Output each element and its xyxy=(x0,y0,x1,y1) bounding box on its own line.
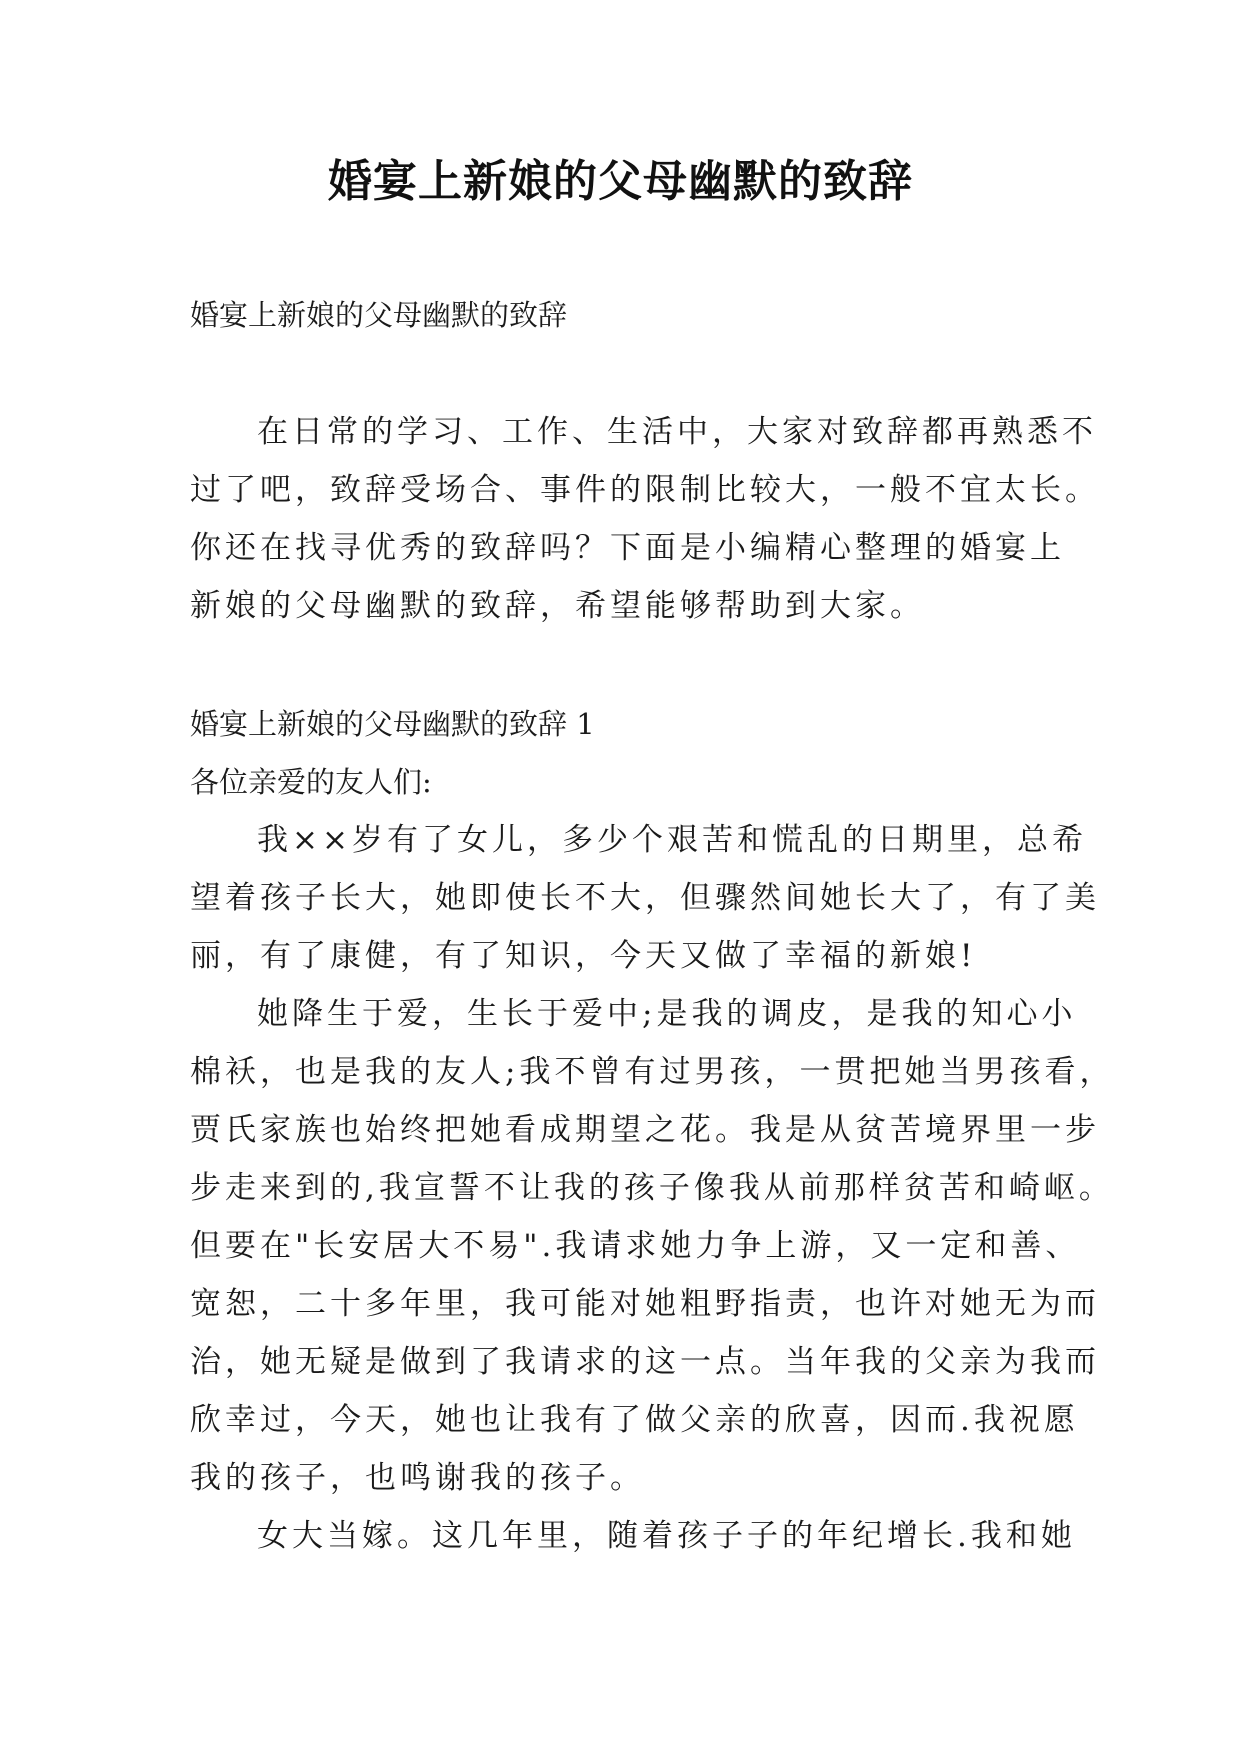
body-line: 棉袄，也是我的友人;我不曾有过男孩，一贯把她当男孩看， xyxy=(190,1054,1115,1090)
document-subtitle: 婚宴上新娘的父母幽默的致辞 xyxy=(190,298,568,332)
intro-line: 在日常的学习、工作、生活中，大家对致辞都再熟悉不 xyxy=(257,414,1097,450)
body-line: 丽，有了康健，有了知识，今天又做了幸福的新娘! xyxy=(190,938,977,974)
document-title: 婚宴上新娘的父母幽默的致辞 xyxy=(328,156,913,207)
intro-line: 你还在找寻优秀的致辞吗？下面是小编精心整理的婚宴上 xyxy=(190,530,1065,566)
body-line: 欣幸过，今天，她也让我有了做父亲的欣喜，因而.我祝愿 xyxy=(190,1402,1079,1438)
intro-line: 新娘的父母幽默的致辞，希望能够帮助到大家。 xyxy=(190,588,925,624)
body-line: 她降生于爱，生长于爱中;是我的调皮，是我的知心小 xyxy=(257,996,1077,1032)
body-line: 我××岁有了女儿，多少个艰苦和慌乱的日期里，总希 xyxy=(257,822,1087,858)
body-line: 我的孩子，也鸣谢我的孩子。 xyxy=(190,1460,645,1496)
body-line: 治，她无疑是做到了我请求的这一点。当年我的父亲为我而 xyxy=(190,1344,1100,1380)
intro-line: 过了吧，致辞受场合、事件的限制比较大，一般不宜太长。 xyxy=(190,472,1100,508)
body-line: 望着孩子长大，她即使长不大，但骤然间她长大了，有了美 xyxy=(190,880,1100,916)
body-line: 宽恕，二十多年里，我可能对她粗野指责，也许对她无为而 xyxy=(190,1286,1100,1322)
body-line: 但要在"长安居大不易".我请求她力争上游，又一定和善、 xyxy=(190,1228,1081,1264)
body-line: 女大当嫁。这几年里，随着孩子子的年纪增长.我和她 xyxy=(257,1518,1076,1554)
section-heading: 婚宴上新娘的父母幽默的致辞 1 xyxy=(190,707,595,741)
body-line: 步走来到的,我宣誓不让我的孩子像我从前那样贫苦和崎岖。 xyxy=(190,1170,1114,1206)
salutation: 各位亲爱的友人们: xyxy=(190,765,432,799)
body-line: 贾氏家族也始终把她看成期望之花。我是从贫苦境界里一步 xyxy=(190,1112,1100,1148)
